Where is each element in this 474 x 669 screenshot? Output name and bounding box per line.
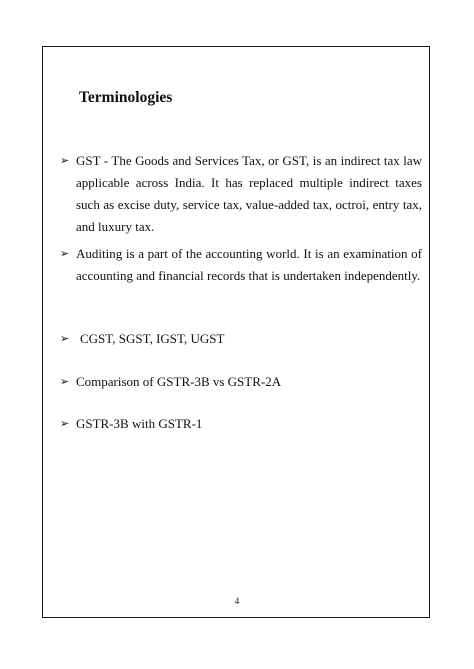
list-item-text: Auditing is a part of the accounting world. It is an examination of accounting and financial records that is undertaken independently. bbox=[76, 246, 422, 283]
page-number: 4 bbox=[234, 596, 240, 606]
list-item-auditing bbox=[60, 243, 422, 287]
arrow-right-icon: ➢ bbox=[60, 375, 70, 388]
list-item-comparison bbox=[60, 371, 422, 393]
list-item-text: GSTR-3B with GSTR-1 bbox=[76, 416, 203, 431]
list-item-text: GST - The Goods and Services Tax, or GST, is an indirect tax law applicable across India. It has replaced multiple indirect taxes such as excise duty, service tax, value-added tax, octroi, entry tax, and luxury tax. bbox=[76, 153, 422, 234]
list-item-text: CGST, SGST, IGST, UGST bbox=[80, 331, 225, 346]
arrow-right-icon: ➢ bbox=[60, 417, 70, 430]
arrow-right-icon: ➢ bbox=[60, 332, 70, 345]
page-title: Terminologies bbox=[79, 89, 173, 106]
arrow-right-icon: ➢ bbox=[60, 247, 70, 260]
list-item-text: Comparison of GSTR-3B vs GSTR-2A bbox=[76, 374, 282, 389]
list-item-gstr-3b bbox=[60, 413, 422, 435]
list-item-gst-types bbox=[60, 328, 422, 350]
list-item-gst bbox=[60, 150, 422, 238]
arrow-right-icon: ➢ bbox=[60, 154, 70, 167]
